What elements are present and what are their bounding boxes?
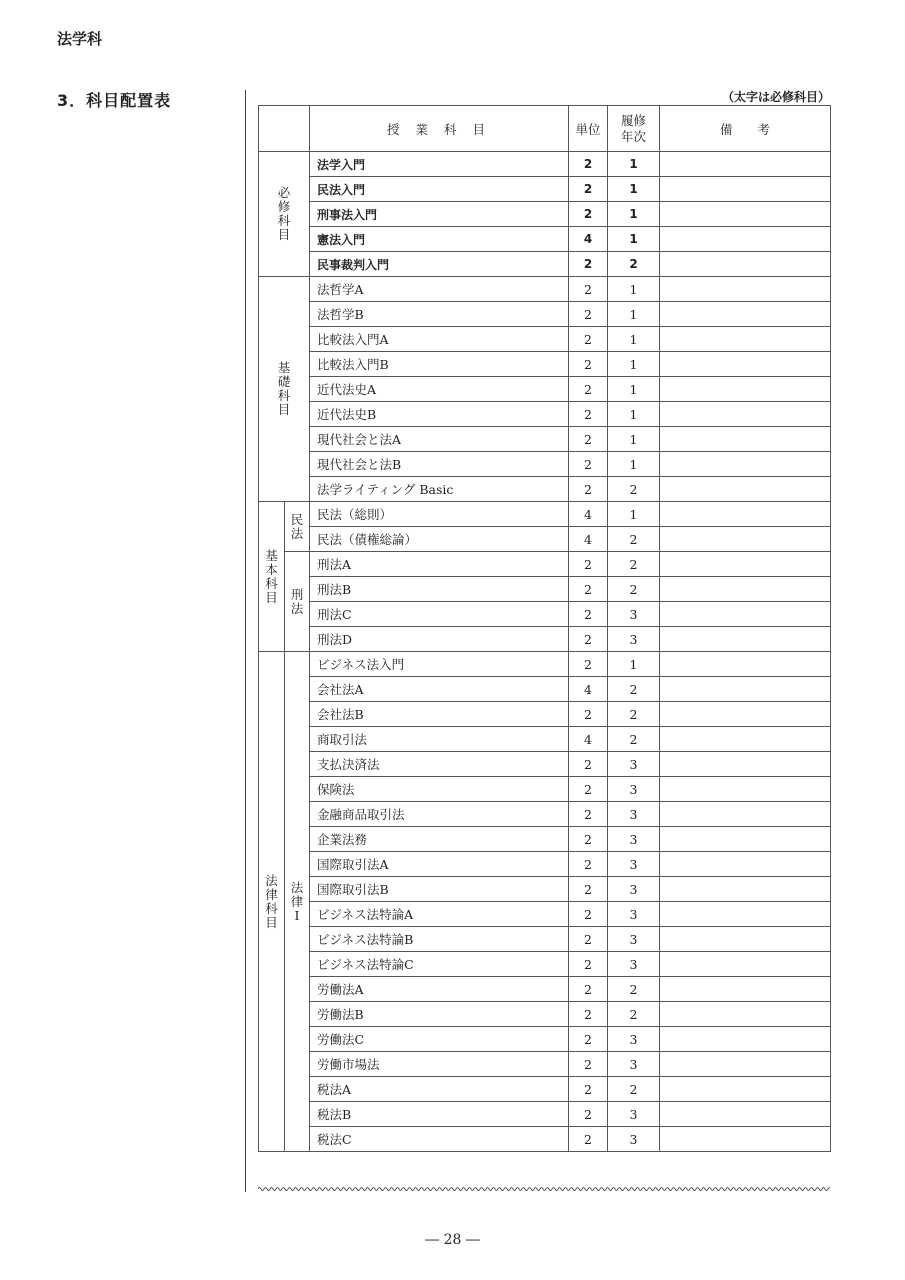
table-row: [259, 927, 831, 952]
remarks-cell: [660, 952, 831, 977]
year-value: 3: [608, 752, 660, 777]
group-basic_foundation-char: 科: [277, 388, 291, 403]
units-value: 2: [569, 1027, 608, 1052]
units-value: 2: [569, 977, 608, 1002]
units-value: 2: [569, 952, 608, 977]
year-value: 1: [608, 302, 660, 327]
group-law: [259, 652, 285, 1152]
year-value: 2: [608, 1002, 660, 1027]
subgroup-civil: [285, 502, 310, 552]
units-value: 2: [569, 377, 608, 402]
year-value: 1: [608, 652, 660, 677]
subject-name: 民法（債権総論）: [310, 527, 569, 552]
remarks-cell: [660, 277, 831, 302]
table-row: [259, 877, 831, 902]
table-row: [259, 402, 831, 427]
subject-name: 金融商品取引法: [310, 802, 569, 827]
year-value: 3: [608, 1127, 660, 1152]
year-value: 3: [608, 1052, 660, 1077]
subject-name: 商取引法: [310, 727, 569, 752]
table-row: [259, 152, 831, 177]
remarks-cell: [660, 352, 831, 377]
units-value: 2: [569, 777, 608, 802]
units-value: 2: [569, 152, 608, 177]
group-basic-char: 目: [265, 589, 278, 605]
remarks-cell: [660, 902, 831, 927]
units-value: 4: [569, 727, 608, 752]
table-body: [259, 152, 831, 1152]
units-value: 2: [569, 352, 608, 377]
remarks-cell: [660, 677, 831, 702]
units-value: 2: [569, 627, 608, 652]
year-value: 3: [608, 852, 660, 877]
year-value: 1: [608, 427, 660, 452]
table-row: [259, 302, 831, 327]
subject-name: 支払決済法: [310, 752, 569, 777]
remarks-cell: [660, 527, 831, 552]
group-basic-char: 本: [265, 561, 278, 577]
units-value: 4: [569, 502, 608, 527]
year-value: 3: [608, 627, 660, 652]
subject-name: 会社法A: [310, 677, 569, 702]
year-value: 2: [608, 702, 660, 727]
subject-name: 労働市場法: [310, 1052, 569, 1077]
units-value: 4: [569, 227, 608, 252]
group-basic-char: 基: [265, 547, 278, 563]
bold-note: （太字は必修科目）: [721, 90, 830, 104]
year-value: 3: [608, 827, 660, 852]
units-value: 2: [569, 252, 608, 277]
header-units: 単位: [569, 106, 608, 152]
subgroup-law1-char: Ⅰ: [294, 907, 300, 923]
table-row: [259, 752, 831, 777]
remarks-cell: [660, 777, 831, 802]
subject-name: 近代法史A: [310, 377, 569, 402]
year-value: 3: [608, 902, 660, 927]
table-row: [259, 352, 831, 377]
table-row: [259, 177, 831, 202]
table-row: [259, 277, 831, 302]
table-row: [259, 1002, 831, 1027]
remarks-cell: [660, 252, 831, 277]
header-subject: 授 業 科 目: [310, 106, 569, 152]
table-row: [259, 477, 831, 502]
year-value: 3: [608, 602, 660, 627]
remarks-cell: [660, 552, 831, 577]
group-law-char: 科: [265, 900, 278, 916]
subject-name: 刑法D: [310, 627, 569, 652]
units-value: 2: [569, 477, 608, 502]
table-row: [259, 677, 831, 702]
subject-name: 法哲学B: [310, 302, 569, 327]
remarks-cell: [660, 1102, 831, 1127]
page-number: ― 28 ―: [425, 1232, 480, 1248]
units-value: 2: [569, 277, 608, 302]
remarks-cell: [660, 977, 831, 1002]
subject-name: 労働法B: [310, 1002, 569, 1027]
table-row: [259, 1127, 831, 1152]
table-row: [259, 1052, 831, 1077]
remarks-cell: [660, 302, 831, 327]
units-value: 2: [569, 702, 608, 727]
units-value: 2: [569, 827, 608, 852]
remarks-cell: [660, 877, 831, 902]
table-row: [259, 552, 831, 577]
units-value: 2: [569, 202, 608, 227]
group-required: [259, 152, 310, 277]
year-value: 2: [608, 552, 660, 577]
year-value: 2: [608, 727, 660, 752]
group-required-char: 科: [277, 213, 291, 228]
remarks-cell: [660, 1027, 831, 1052]
subject-name: 労働法A: [310, 977, 569, 1002]
remarks-cell: [660, 1077, 831, 1102]
subject-name: 比較法入門A: [310, 327, 569, 352]
year-value: 1: [608, 502, 660, 527]
group-basic-char: 科: [265, 575, 278, 591]
subject-name: 労働法C: [310, 1027, 569, 1052]
units-value: 2: [569, 1102, 608, 1127]
units-value: 4: [569, 527, 608, 552]
group-basic_foundation-char: 礎: [277, 374, 291, 389]
units-value: 2: [569, 802, 608, 827]
subgroup-criminal-char: 刑: [290, 586, 304, 602]
table-row: [259, 627, 831, 652]
group-required-char: 修: [277, 199, 291, 214]
units-value: 2: [569, 652, 608, 677]
year-value: 1: [608, 402, 660, 427]
header-remarks: 備 考: [660, 106, 831, 152]
remarks-cell: [660, 752, 831, 777]
year-value: 3: [608, 1102, 660, 1127]
subject-name: 憲法入門: [310, 227, 569, 252]
year-value: 2: [608, 252, 660, 277]
group-basic_foundation-char: 基: [277, 360, 291, 375]
year-value: 3: [608, 952, 660, 977]
subject-name: 刑法C: [310, 602, 569, 627]
table-row: [259, 252, 831, 277]
subject-name: 法学入門: [310, 152, 569, 177]
units-value: 4: [569, 677, 608, 702]
units-value: 2: [569, 927, 608, 952]
remarks-cell: [660, 402, 831, 427]
subgroup-criminal-char: 法: [290, 600, 304, 616]
units-value: 2: [569, 327, 608, 352]
subject-name: 民法（総則）: [310, 502, 569, 527]
year-value: 1: [608, 277, 660, 302]
subject-name: 現代社会と法B: [310, 452, 569, 477]
year-value: 2: [608, 977, 660, 1002]
remarks-cell: [660, 152, 831, 177]
group-law-char: 律: [265, 886, 278, 902]
group-basic: [259, 502, 285, 652]
year-value: 3: [608, 927, 660, 952]
year-value: 3: [608, 777, 660, 802]
department-label: 法学科: [57, 30, 103, 48]
year-value: 2: [608, 577, 660, 602]
year-value: 1: [608, 352, 660, 377]
units-value: 2: [569, 427, 608, 452]
remarks-cell: [660, 502, 831, 527]
units-value: 2: [569, 577, 608, 602]
subject-name: 民法入門: [310, 177, 569, 202]
remarks-cell: [660, 627, 831, 652]
subgroup-civil-char: 法: [290, 525, 304, 541]
subject-name: ビジネス法入門: [310, 652, 569, 677]
units-value: 2: [569, 302, 608, 327]
subject-name: 税法C: [310, 1127, 569, 1152]
year-value: 3: [608, 802, 660, 827]
remarks-cell: [660, 852, 831, 877]
table-row: [259, 802, 831, 827]
group-required-char: 必: [277, 185, 291, 200]
remarks-cell: [660, 927, 831, 952]
table-row: [259, 377, 831, 402]
margin-rule: [245, 90, 246, 1192]
table-row: [259, 227, 831, 252]
units-value: 2: [569, 1127, 608, 1152]
subject-name: 刑事法入門: [310, 202, 569, 227]
table-row: [259, 427, 831, 452]
year-value: 1: [608, 452, 660, 477]
units-value: 2: [569, 552, 608, 577]
subject-name: 国際取引法A: [310, 852, 569, 877]
remarks-cell: [660, 602, 831, 627]
units-value: 2: [569, 402, 608, 427]
table-row: [259, 1102, 831, 1127]
table-row: [259, 202, 831, 227]
subject-name: 刑法B: [310, 577, 569, 602]
remarks-cell: [660, 477, 831, 502]
remarks-cell: [660, 727, 831, 752]
units-value: 2: [569, 852, 608, 877]
subject-name: 法哲学A: [310, 277, 569, 302]
remarks-cell: [660, 577, 831, 602]
table-header-row: [259, 106, 831, 152]
subgroup-criminal: [285, 552, 310, 652]
header-year-line1: 履修: [620, 112, 646, 128]
subject-name: 民事裁判入門: [310, 252, 569, 277]
table-row: [259, 527, 831, 552]
subject-name: 税法A: [310, 1077, 569, 1102]
remarks-cell: [660, 227, 831, 252]
group-required-char: 目: [277, 227, 291, 242]
year-value: 2: [608, 1077, 660, 1102]
units-value: 2: [569, 452, 608, 477]
subject-name: 国際取引法B: [310, 877, 569, 902]
table-row: [259, 577, 831, 602]
subject-name: 法学ライティング Basic: [310, 477, 569, 502]
units-value: 2: [569, 1052, 608, 1077]
units-value: 2: [569, 877, 608, 902]
table-row: [259, 452, 831, 477]
subject-name: 比較法入門B: [310, 352, 569, 377]
year-value: 1: [608, 227, 660, 252]
continuation-mark: [258, 1186, 830, 1192]
units-value: 2: [569, 752, 608, 777]
year-value: 2: [608, 477, 660, 502]
subgroup-law1-char: 律: [290, 893, 304, 909]
course-table: [258, 105, 831, 1152]
remarks-cell: [660, 702, 831, 727]
year-value: 1: [608, 327, 660, 352]
subject-name: 保険法: [310, 777, 569, 802]
table-row: [259, 852, 831, 877]
year-value: 3: [608, 877, 660, 902]
header-category: [259, 106, 310, 152]
remarks-cell: [660, 802, 831, 827]
section-title: 3．科目配置表: [57, 91, 172, 110]
subject-name: ビジネス法特論A: [310, 902, 569, 927]
subject-name: 会社法B: [310, 702, 569, 727]
remarks-cell: [660, 452, 831, 477]
table-row: [259, 602, 831, 627]
table-row: [259, 827, 831, 852]
group-law-char: 目: [265, 914, 278, 930]
units-value: 2: [569, 1077, 608, 1102]
table-row: [259, 902, 831, 927]
group-basic_foundation-char: 目: [277, 402, 291, 417]
subgroup-law1-char: 法: [290, 879, 304, 895]
year-value: 2: [608, 527, 660, 552]
subject-name: 企業法務: [310, 827, 569, 852]
remarks-cell: [660, 1052, 831, 1077]
table-row: [259, 502, 831, 527]
year-value: 1: [608, 377, 660, 402]
subject-name: ビジネス法特論B: [310, 927, 569, 952]
year-value: 1: [608, 152, 660, 177]
table-row: [259, 952, 831, 977]
table-row: [259, 327, 831, 352]
remarks-cell: [660, 652, 831, 677]
year-value: 3: [608, 1027, 660, 1052]
group-law-char: 法: [265, 872, 278, 888]
units-value: 2: [569, 1002, 608, 1027]
table-row: [259, 652, 831, 677]
remarks-cell: [660, 377, 831, 402]
table-row: [259, 727, 831, 752]
table-row: [259, 977, 831, 1002]
remarks-cell: [660, 327, 831, 352]
units-value: 2: [569, 177, 608, 202]
year-value: 1: [608, 177, 660, 202]
table-row: [259, 777, 831, 802]
subject-name: 刑法A: [310, 552, 569, 577]
year-value: 1: [608, 202, 660, 227]
remarks-cell: [660, 177, 831, 202]
remarks-cell: [660, 202, 831, 227]
table-row: [259, 1077, 831, 1102]
subject-name: 税法B: [310, 1102, 569, 1127]
remarks-cell: [660, 1002, 831, 1027]
remarks-cell: [660, 827, 831, 852]
subgroup-civil-char: 民: [290, 511, 304, 527]
remarks-cell: [660, 1127, 831, 1152]
subject-name: ビジネス法特論C: [310, 952, 569, 977]
units-value: 2: [569, 602, 608, 627]
header-year: [608, 106, 660, 152]
remarks-cell: [660, 427, 831, 452]
units-value: 2: [569, 902, 608, 927]
subject-name: 現代社会と法A: [310, 427, 569, 452]
header-year-line2: 年次: [620, 128, 646, 144]
subgroup-law1: [285, 652, 310, 1152]
group-basic_foundation: [259, 277, 310, 502]
table-row: [259, 702, 831, 727]
subject-name: 近代法史B: [310, 402, 569, 427]
year-value: 2: [608, 677, 660, 702]
table-row: [259, 1027, 831, 1052]
